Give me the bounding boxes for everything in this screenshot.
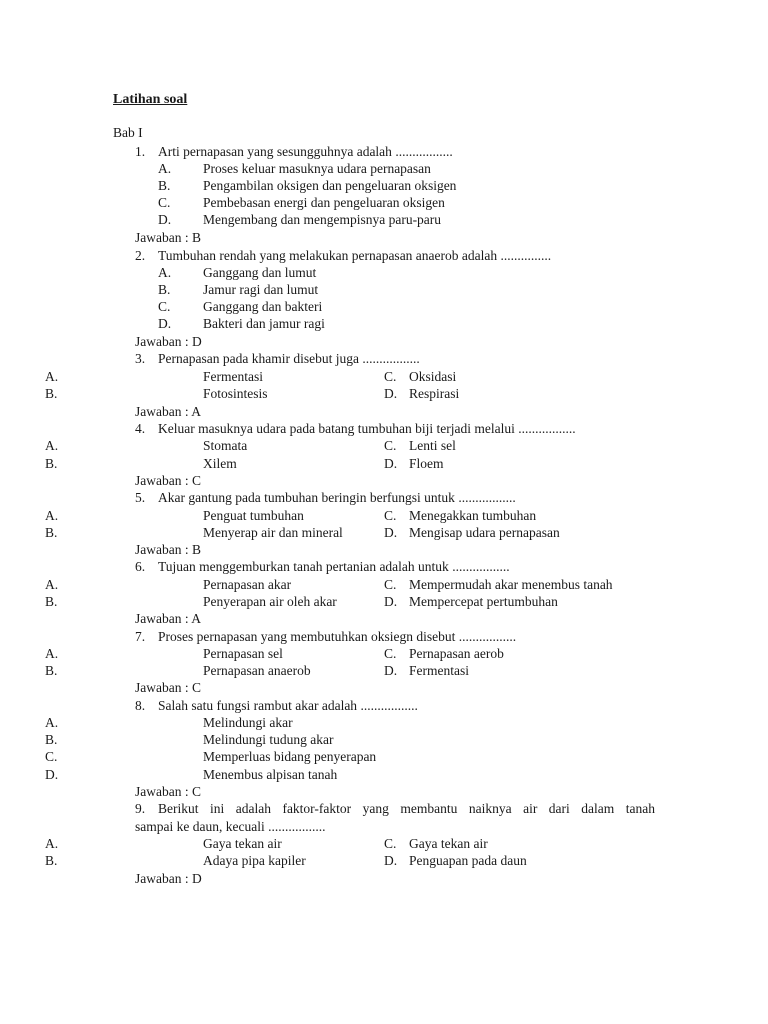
question-number: 9. <box>135 801 146 816</box>
option-text: Gaya tekan air <box>409 836 488 851</box>
option-letter: D. <box>45 767 59 782</box>
answer-line: Jawaban : D <box>135 871 202 886</box>
option-text: Floem <box>409 456 444 471</box>
option-letter: A. <box>45 646 59 661</box>
option-letter: A. <box>45 577 59 592</box>
option-letter: C. <box>158 299 171 314</box>
option-text: Penyerapan air oleh akar <box>203 594 337 609</box>
option-letter: B. <box>45 386 58 401</box>
option-letter: D. <box>384 525 398 540</box>
option-text: Lenti sel <box>409 438 456 453</box>
option-letter: A. <box>158 161 172 176</box>
option-text: Menegakkan tumbuhan <box>409 508 537 523</box>
option-letter: A. <box>45 715 59 730</box>
option-letter: C. <box>384 369 397 384</box>
option-letter: A. <box>158 265 172 280</box>
option-letter: D. <box>384 594 398 609</box>
option-text: Mengembang dan mengempisnya paru-paru <box>203 212 442 227</box>
option-letter: A. <box>45 369 59 384</box>
question-text: Berikut ini adalah faktor-faktor yang membantu naiknya air dari dalam tanah <box>158 801 655 816</box>
option-text: Oksidasi <box>409 369 457 384</box>
option-text: Memperluas bidang penyerapan <box>203 749 377 764</box>
option-text: Stomata <box>203 438 248 453</box>
question-number: 2. <box>135 248 146 263</box>
question-text: Keluar masuknya udara pada batang tumbuhan biji terjadi melalui ................. <box>158 421 576 436</box>
question-text: Proses pernapasan yang membutuhkan oksiegn disebut ................. <box>158 629 517 644</box>
option-text: Gaya tekan air <box>203 836 282 851</box>
question-text: Salah satu fungsi rambut akar adalah ................. <box>158 698 418 713</box>
question-number: 7. <box>135 629 146 644</box>
option-letter: D. <box>384 663 398 678</box>
question-number: 6. <box>135 559 146 574</box>
option-text: Penguapan pada daun <box>409 853 527 868</box>
option-letter: D. <box>158 212 172 227</box>
option-letter: B. <box>158 282 171 297</box>
option-text: Pernapasan aerob <box>409 646 504 661</box>
option-text: Pengambilan oksigen dan pengeluaran oksigen <box>203 178 457 193</box>
option-text: Proses keluar masuknya udara pernapasan <box>203 161 431 176</box>
option-letter: B. <box>45 456 58 471</box>
option-text: Fermentasi <box>203 369 263 384</box>
option-text: Fermentasi <box>409 663 469 678</box>
option-letter: C. <box>158 195 171 210</box>
question-text: Arti pernapasan yang sesungguhnya adalah ................. <box>158 144 453 159</box>
option-letter: C. <box>384 438 397 453</box>
option-text: Mempermudah akar menembus tanah <box>409 577 613 592</box>
option-text: Mengisap udara pernapasan <box>409 525 560 540</box>
option-text: Pernapasan akar <box>203 577 292 592</box>
question-number: 4. <box>135 421 146 436</box>
option-letter: B. <box>45 853 58 868</box>
answer-line: Jawaban : D <box>135 334 202 349</box>
page-title: Latihan soal <box>113 92 188 107</box>
question-text: Pernapasan pada khamir disebut juga ................. <box>158 351 420 366</box>
option-letter: D. <box>158 316 172 331</box>
option-text: Melindungi tudung akar <box>203 732 334 747</box>
chapter-label: Bab I <box>113 125 143 140</box>
option-text: Respirasi <box>409 386 460 401</box>
option-text: Bakteri dan jamur ragi <box>203 316 325 331</box>
option-text: Melindungi akar <box>203 715 293 730</box>
option-letter: B. <box>158 178 171 193</box>
question-number: 3. <box>135 351 146 366</box>
option-text: Penguat tumbuhan <box>203 508 304 523</box>
option-letter: A. <box>45 438 59 453</box>
option-text: Pernapasan anaerob <box>203 663 311 678</box>
answer-line: Jawaban : C <box>135 680 201 695</box>
option-letter: A. <box>45 508 59 523</box>
answer-line: Jawaban : C <box>135 473 201 488</box>
option-letter: C. <box>384 836 397 851</box>
option-letter: D. <box>384 386 398 401</box>
option-text: Menembus alpisan tanah <box>203 767 338 782</box>
answer-line: Jawaban : B <box>135 230 201 245</box>
answer-line: Jawaban : A <box>135 404 201 419</box>
answer-line: Jawaban : B <box>135 542 201 557</box>
option-text: Adaya pipa kapiler <box>203 853 306 868</box>
option-text: Fotosintesis <box>203 386 268 401</box>
answer-line: Jawaban : C <box>135 784 201 799</box>
option-text: Xilem <box>203 456 237 471</box>
option-letter: C. <box>45 749 58 764</box>
option-text: Ganggang dan lumut <box>203 265 317 280</box>
option-text: Menyerap air dan mineral <box>203 525 343 540</box>
option-letter: D. <box>384 853 398 868</box>
question-text: Tumbuhan rendah yang melakukan pernapasan anaerob adalah ............... <box>158 248 552 263</box>
question-number: 8. <box>135 698 146 713</box>
option-text: Mempercepat pertumbuhan <box>409 594 558 609</box>
option-text: Pernapasan sel <box>203 646 283 661</box>
question-text: Akar gantung pada tumbuhan beringin berfungsi untuk ................. <box>158 490 516 505</box>
question-number: 5. <box>135 490 146 505</box>
question-text: Tujuan menggemburkan tanah pertanian adalah untuk ................. <box>158 559 510 574</box>
option-text: Pembebasan energi dan pengeluaran oksigen <box>203 195 445 210</box>
option-letter: B. <box>45 732 58 747</box>
option-letter: C. <box>384 577 397 592</box>
question-text-continued: sampai ke daun, kecuali ................. <box>135 819 326 834</box>
option-letter: C. <box>384 646 397 661</box>
option-text: Jamur ragi dan lumut <box>203 282 319 297</box>
option-letter: A. <box>45 836 59 851</box>
option-text: Ganggang dan bakteri <box>203 299 323 314</box>
option-letter: C. <box>384 508 397 523</box>
question-number: 1. <box>135 144 146 159</box>
option-letter: B. <box>45 663 58 678</box>
option-letter: D. <box>384 456 398 471</box>
answer-line: Jawaban : A <box>135 611 201 626</box>
option-letter: B. <box>45 594 58 609</box>
option-letter: B. <box>45 525 58 540</box>
